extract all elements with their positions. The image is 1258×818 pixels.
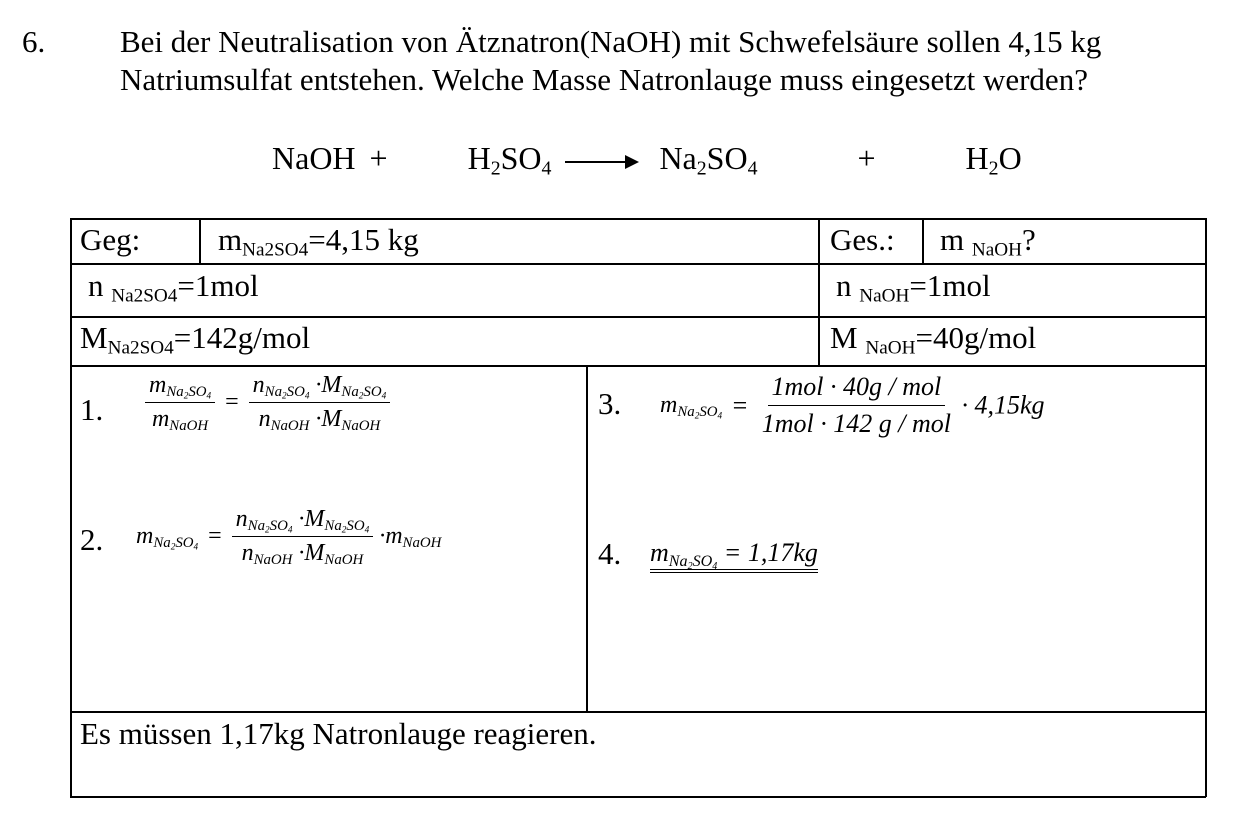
eq-h2o: $H_2O$ xyxy=(965,140,1022,180)
sought-mass-naoh: m $_{NaOH}$? xyxy=(940,222,1036,261)
eq-h2so4: $H_2SO_4$ xyxy=(467,140,552,180)
step-2-number: 2. xyxy=(80,522,104,557)
step-3-number: 3. xyxy=(598,386,622,421)
reaction-arrow-icon xyxy=(565,161,637,163)
step-3-formula: $m_{Na_2SO_4}$ = $\frac{\text{1mol · 40g / mol}}{\text{1mol · 142 g / mol}}$ · 4,15kg xyxy=(660,372,1045,438)
sought-label: Ges.: xyxy=(830,222,895,257)
conclusion-text: Es müssen 1,17kg Natronlauge reagieren. xyxy=(80,716,597,751)
step-1-lhs: $\frac{m_{Na_2SO_4}}{m_{NaOH}}$ xyxy=(145,372,215,433)
step-1-number: 1. xyxy=(80,392,104,427)
step-1-rhs: $\frac{n_{Na_2SO_4} \cdot M_{Na_2SO_4}}{n_{NaOH} \cdot M_{NaOH}}$ xyxy=(249,372,391,433)
task-number: 6. xyxy=(22,24,46,59)
eq-naoh: NaOH xyxy=(272,140,356,176)
step-4-result: $m_{Na_2SO_4} = 1,17kg$ xyxy=(650,538,818,572)
step-2-formula: $m_{Na_2SO_4}$ = $\frac{n_{Na_2SO_4} \cdot M_{Na_2SO_4}}{n_{NaOH} \cdot M_{NaOH}}$ $\cdot m_{NaOH}$ xyxy=(136,506,442,569)
eq-na2so4: $Na_2SO_4$ xyxy=(659,140,758,180)
given-mass-na2so4: $m_{Na2SO4}=4,15$ kg xyxy=(218,222,419,261)
step-1-formula: $\frac{m_{Na_2SO_4}}{m_{NaOH}}$ = $\frac{n_{Na_2SO_4} \cdot M_{Na_2SO_4}}{n_{NaOH} \cdot M_{NaOH}}$ xyxy=(145,372,390,433)
task-line-2: Natriumsulfat entstehen. Welche Masse Natronlauge muss eingesetzt werden? xyxy=(120,62,1088,97)
molar-mass-naoh: M $_{NaOH}$=40g/mol xyxy=(830,320,1037,359)
given-label: Geg: xyxy=(80,222,141,257)
eq-plus-2: + xyxy=(857,140,876,176)
reaction-equation xyxy=(272,140,1022,180)
task-line-1: Bei der Neutralisation von Ätznatron(NaOH) mit Schwefelsäure sollen 4,15 kg xyxy=(120,24,1102,59)
step-4-number: 4. xyxy=(598,536,622,571)
amount-naoh: n $_{NaOH}$=1mol xyxy=(836,268,991,307)
molar-mass-na2so4: $M_{Na2SO4}=142g$/mol xyxy=(80,320,311,359)
eq-plus-1: + xyxy=(369,140,388,176)
amount-na2so4: n $_{Na2SO4}$=1mol xyxy=(88,268,259,307)
